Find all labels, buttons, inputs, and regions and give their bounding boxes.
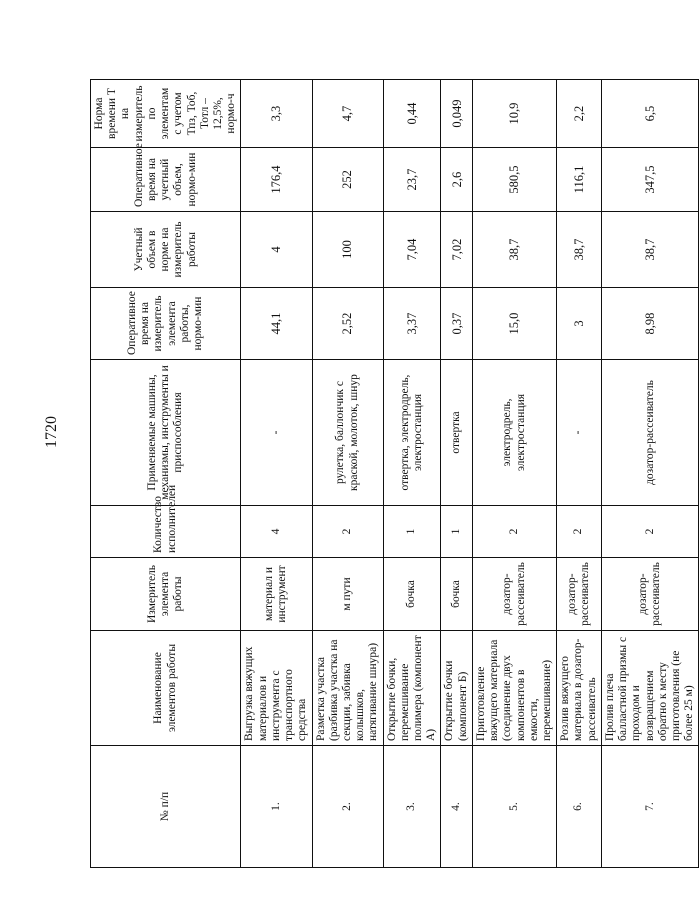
row-workers: 2: [312, 506, 383, 558]
row-machines: отвертка, электродрель, электростанция: [383, 360, 441, 506]
row-num: 4.: [441, 746, 472, 868]
norms-table-container: [90, 80, 696, 868]
page-number: 1720: [43, 416, 60, 448]
header-op-time-volume: Оперативное время на учетный объем, нормо-мин: [91, 148, 241, 212]
row-workers: 4: [241, 506, 312, 558]
row-op-time: 15,0: [472, 288, 556, 360]
row-op-time-volume: 176,4: [241, 148, 312, 212]
row-machines: рулетка, баллончик с краской, молоток, шнур: [312, 360, 383, 506]
header-op-time: Оперативное время на измеритель элемента работы, нормо-мин: [91, 288, 241, 360]
row-volume: 7,02: [441, 212, 472, 288]
row-machines: отвертка: [441, 360, 472, 506]
row-op-time-volume: 252: [312, 148, 383, 212]
header-workers: Количество исполнителей: [91, 506, 241, 558]
row-name: Приготовление вяжущего материала (соединение двух компонентов в емкости, перемешивание): [472, 631, 556, 746]
row-volume: 4: [241, 212, 312, 288]
header-num: № п/п: [91, 746, 241, 868]
row-num: 7.: [601, 746, 699, 868]
row-op-time-volume: 2,6: [441, 148, 472, 212]
row-volume: 100: [312, 212, 383, 288]
row-meter: бочка: [383, 558, 441, 631]
row-num: 1.: [241, 746, 312, 868]
header-meter: Измеритель элемента работы: [91, 558, 241, 631]
table-row: [472, 80, 556, 868]
row-norm: 6,5: [601, 80, 699, 148]
row-workers: 1: [383, 506, 441, 558]
row-op-time: 44,1: [241, 288, 312, 360]
row-norm: 10,9: [472, 80, 556, 148]
row-name: Пролив плеча балластной призмы с проходом и возвращением обратно к месту приготовления (не более 25 м): [601, 631, 699, 746]
row-name: Выгрузка вяжущих материалов и инструмента с транспортного средства: [241, 631, 312, 746]
row-op-time: 3: [557, 288, 602, 360]
row-op-time-volume: 347,5: [601, 148, 699, 212]
row-meter: бочка: [441, 558, 472, 631]
table-row: [383, 80, 441, 868]
header-machines: Применяемые машины, механизмы, инструменты и приспособления: [91, 360, 241, 506]
row-volume: 38,7: [601, 212, 699, 288]
table-row: [312, 80, 383, 868]
row-norm: 4,7: [312, 80, 383, 148]
row-machines: -: [241, 360, 312, 506]
table-row: [601, 80, 699, 868]
row-op-time: 3,37: [383, 288, 441, 360]
row-num: 6.: [557, 746, 602, 868]
row-num: 5.: [472, 746, 556, 868]
header-norm: Норма времени Т на измеритель по элементам с учетом Тпз, Тоб, Тотл – 12,5%, нормо-ч: [91, 80, 241, 148]
row-workers: 2: [472, 506, 556, 558]
row-machines: дозатор-рассеиватель: [601, 360, 699, 506]
row-op-time: 8,98: [601, 288, 699, 360]
table-row: [241, 80, 312, 868]
row-op-time-volume: 580,5: [472, 148, 556, 212]
row-norm: 0,049: [441, 80, 472, 148]
row-num: 3.: [383, 746, 441, 868]
row-num: 2.: [312, 746, 383, 868]
row-volume: 38,7: [557, 212, 602, 288]
row-name: Открытие бочки (компонент Б): [441, 631, 472, 746]
row-op-time: 2,52: [312, 288, 383, 360]
row-norm: 0,44: [383, 80, 441, 148]
row-workers: 1: [441, 506, 472, 558]
row-op-time-volume: 23,7: [383, 148, 441, 212]
row-norm: 2,2: [557, 80, 602, 148]
row-machines: электродрель, электростанция: [472, 360, 556, 506]
row-volume: 38,7: [472, 212, 556, 288]
row-meter: материал и инструмент: [241, 558, 312, 631]
row-op-time: 0,37: [441, 288, 472, 360]
table-row: [441, 80, 472, 868]
row-meter: дозатор-рассеиватель: [472, 558, 556, 631]
header-volume: Учетный объем в норме на измеритель работы: [91, 212, 241, 288]
row-meter: дозатор-рассеиватель: [557, 558, 602, 631]
row-meter: дозатор-рассеиватель: [601, 558, 699, 631]
header-name: Наименование элементов работы: [91, 631, 241, 746]
row-meter: м пути: [312, 558, 383, 631]
row-volume: 7,04: [383, 212, 441, 288]
row-workers: 2: [557, 506, 602, 558]
table-row: [557, 80, 602, 868]
row-name: Открытие бочки, перемешивание полимера (компонент А): [383, 631, 441, 746]
row-norm: 3,3: [241, 80, 312, 148]
row-name: Розлив вяжущего материала в дозатор-рассеиватель: [557, 631, 602, 746]
norms-table: [90, 79, 699, 868]
row-workers: 2: [601, 506, 699, 558]
row-op-time-volume: 116,1: [557, 148, 602, 212]
row-name: Разметка участка (разбивка участка на секции, забивка колышков, натягивание шнура): [312, 631, 383, 746]
row-machines: -: [557, 360, 602, 506]
header-row: [91, 80, 241, 868]
